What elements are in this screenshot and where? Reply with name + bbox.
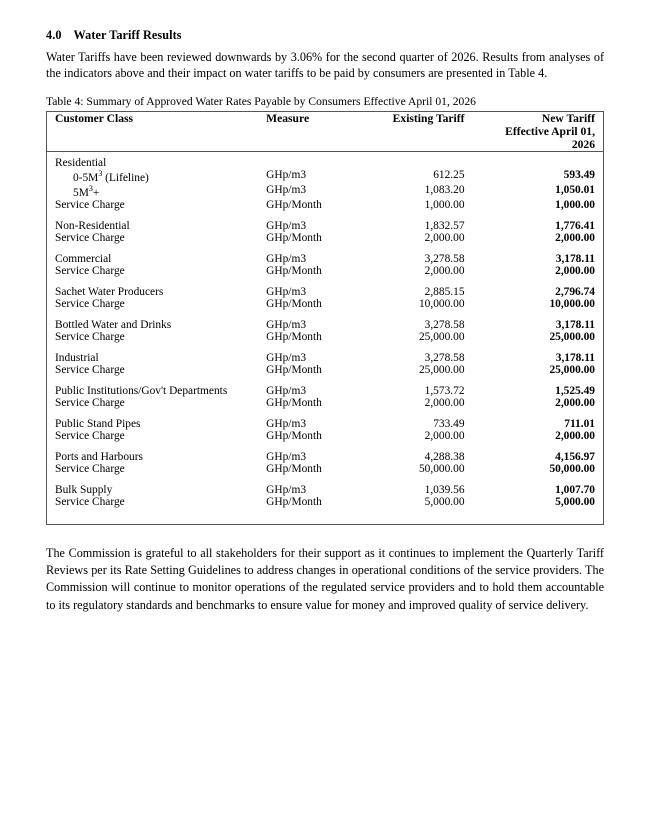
cell-customer-class: Service Charge (55, 495, 125, 508)
table-caption: Table 4: Summary of Approved Water Rates Payable by Consumers Effective April 01, 2026 (46, 95, 476, 109)
cell-existing-tariff: 2,000.00 (424, 396, 465, 409)
cell-measure: GHp/m3 (266, 219, 307, 232)
cell-customer-class: Residential (55, 157, 107, 170)
cell-new-tariff: 3,178.11 (555, 351, 595, 364)
subheader-blank-3 (370, 125, 487, 152)
header-existing-tariff: Existing Tariff (392, 112, 465, 126)
cell-measure: GHp/m3 (266, 285, 307, 298)
cell-customer-class: Service Charge (55, 462, 125, 475)
table-row (47, 496, 604, 508)
cell-existing-tariff: 2,000.00 (424, 264, 465, 277)
section-title-text: Water Tariff Results (73, 28, 182, 42)
cell-new-tariff: 2,796.74 (555, 285, 595, 298)
cell-new-tariff: 3,178.11 (555, 252, 595, 265)
cell-measure: GHp/m3 (266, 183, 307, 196)
spacer-cell (47, 343, 604, 352)
table-row (47, 184, 604, 199)
spacer-cell (47, 310, 604, 319)
cell-customer-class: Sachet Water Producers (55, 285, 164, 298)
table-row (47, 385, 604, 397)
spacer-cell (47, 508, 604, 525)
table-row (47, 220, 604, 232)
cell-existing-tariff: 50,000.00 (418, 462, 465, 475)
table-group-spacer (47, 475, 604, 484)
spacer-cell (47, 475, 604, 484)
table-row (47, 265, 604, 277)
spacer-cell (47, 211, 604, 220)
cell-new-tariff: 2,000.00 (555, 264, 595, 277)
table-row (47, 319, 604, 331)
cell-new-tariff: 593.49 (563, 169, 595, 182)
table-group-spacer (47, 409, 604, 418)
cell-measure: GHp/Month (266, 297, 322, 310)
cell-existing-tariff: 1,083.20 (424, 183, 465, 196)
cell-new-tariff: 10,000.00 (549, 297, 595, 310)
cell-new-tariff: 5,000.00 (555, 495, 595, 508)
cell-existing-tariff: 3,278.58 (424, 252, 465, 265)
cell-existing-tariff: 5,000.00 (424, 495, 465, 508)
cell-new-tariff: 1,000.00 (555, 198, 595, 211)
cell-measure: GHp/m3 (266, 450, 307, 463)
cell-existing-tariff (370, 157, 487, 169)
cell-measure: GHp/m3 (266, 318, 307, 331)
cell-customer-class: Bulk Supply (55, 483, 113, 496)
cell-measure: GHp/Month (266, 198, 322, 211)
cell-measure: GHp/Month (266, 495, 322, 508)
cell-existing-tariff: 2,000.00 (424, 231, 465, 244)
table-row (47, 364, 604, 376)
cell-new-tariff (487, 157, 604, 169)
cell-measure: GHp/m3 (266, 169, 307, 182)
cell-customer-class: Commercial (55, 252, 112, 265)
cell-customer-class: Service Charge (55, 330, 125, 343)
cell-new-tariff: 1,776.41 (555, 219, 595, 232)
cell-measure: GHp/Month (266, 264, 322, 277)
cell-existing-tariff: 10,000.00 (418, 297, 465, 310)
cell-customer-class: Service Charge (55, 429, 125, 442)
cell-customer-class: Service Charge (55, 264, 125, 277)
table-row (47, 451, 604, 463)
table-row (47, 331, 604, 343)
table-group-spacer (47, 343, 604, 352)
header-new-tariff: New Tariff (541, 112, 595, 126)
table-group-spacer (47, 376, 604, 385)
cell-customer-class: Industrial (55, 351, 99, 364)
table-group-spacer (47, 244, 604, 253)
spacer-cell (47, 442, 604, 451)
table-group-spacer (47, 442, 604, 451)
cell-customer-class: $0-5M^3$ (Lifeline) (73, 169, 149, 184)
cell-existing-tariff: 2,885.15 (424, 285, 465, 298)
cell-measure: GHp/m3 (266, 252, 307, 265)
cell-existing-tariff: 1,832.57 (424, 219, 465, 232)
table-row (47, 352, 604, 364)
table-row (47, 199, 604, 211)
table-group-spacer (47, 310, 604, 319)
table-row (47, 286, 604, 298)
table-row (47, 463, 604, 475)
cell-measure (258, 157, 369, 169)
cell-customer-class: $5M^3+$ (73, 183, 100, 199)
cell-measure: GHp/m3 (266, 384, 307, 397)
subheader-blank-2 (258, 125, 369, 152)
subheader-effective-date: Effective April 01, 2026 (487, 125, 604, 152)
cell-existing-tariff: 2,000.00 (424, 429, 465, 442)
table-header-row (47, 112, 604, 126)
cell-existing-tariff: 25,000.00 (418, 363, 465, 376)
cell-new-tariff: 2,000.00 (555, 429, 595, 442)
cell-new-tariff: 2,000.00 (555, 231, 595, 244)
cell-measure: GHp/Month (266, 330, 322, 343)
cell-customer-class: Ports and Harbours (55, 450, 143, 463)
cell-customer-class: Public Institutions/Gov't Departments (55, 384, 228, 397)
cell-new-tariff: 3,178.11 (555, 318, 595, 331)
cell-measure: GHp/Month (266, 396, 322, 409)
table-group-spacer (47, 277, 604, 286)
cell-customer-class: Service Charge (55, 396, 125, 409)
header-customer-class: Customer Class (55, 112, 134, 126)
closing-paragraph: The Commission is grateful to all stakeholders for their support as it continues to implement the Quarterly Tariff Reviews per its Rate Setting Guidelines to address changes in operational conditions of the service providers. The Commission will continue to monitor operations of the regulated service providers and to hold them accountable to its regulatory standards and benchmarks to ensure value for money and improved quality of service delivery. (46, 545, 604, 612)
cell-new-tariff: 25,000.00 (549, 330, 595, 343)
spacer-cell (47, 244, 604, 253)
table-group-spacer (47, 211, 604, 220)
table-row (47, 430, 604, 442)
cell-customer-class: Public Stand Pipes (55, 417, 141, 430)
table-row (47, 253, 604, 265)
cell-existing-tariff: 612.25 (433, 169, 465, 182)
cell-new-tariff: 50,000.00 (549, 462, 595, 475)
cell-measure: GHp/m3 (266, 351, 307, 364)
cell-existing-tariff: 1,573.72 (424, 384, 465, 397)
cell-existing-tariff: 1,000.00 (424, 198, 465, 211)
cell-measure: GHp/Month (266, 363, 322, 376)
cell-existing-tariff: 3,278.58 (424, 318, 465, 331)
cell-customer-class: Service Charge (55, 297, 125, 310)
table-row (47, 169, 604, 184)
cell-existing-tariff: 25,000.00 (418, 330, 465, 343)
cell-customer-class: Non-Residential (55, 219, 130, 232)
header-measure: Measure (266, 112, 310, 126)
table-row (47, 397, 604, 409)
cell-existing-tariff: 4,288.38 (424, 450, 465, 463)
cell-measure: GHp/Month (266, 231, 322, 244)
cell-new-tariff: 1,007.70 (555, 483, 595, 496)
section-paragraph: Water Tariffs have been reviewed downwards by 3.06% for the second quarter of 2026. Results from analyses of the indicators above and their impact on water tariffs to be paid by consumers are presented in Table 4. (46, 50, 604, 81)
water-tariff-table (46, 111, 604, 525)
spacer-cell (47, 376, 604, 385)
cell-measure: GHp/Month (266, 429, 322, 442)
cell-new-tariff: 1,525.49 (555, 384, 595, 397)
cell-new-tariff: 25,000.00 (549, 363, 595, 376)
subheader-blank-1 (47, 125, 259, 152)
cell-existing-tariff: 1,039.56 (424, 483, 465, 496)
table-row (47, 232, 604, 244)
spacer-cell (47, 409, 604, 418)
table-row (47, 418, 604, 430)
table-row (47, 157, 604, 169)
cell-customer-class: Service Charge (55, 363, 125, 376)
spacer-cell (47, 277, 604, 286)
table-bottom-spacer (47, 508, 604, 525)
cell-new-tariff: 1,050.01 (555, 183, 595, 196)
page-title (46, 28, 604, 43)
table-row (47, 484, 604, 496)
cell-customer-class: Service Charge (55, 231, 125, 244)
table-subheader-row (47, 125, 604, 152)
cell-measure: GHp/m3 (266, 417, 307, 430)
cell-new-tariff: 4,156.97 (555, 450, 595, 463)
cell-customer-class: Bottled Water and Drinks (55, 318, 172, 331)
cell-measure: GHp/m3 (266, 483, 307, 496)
cell-measure: GHp/Month (266, 462, 322, 475)
cell-existing-tariff: 733.49 (433, 417, 465, 430)
table-row (47, 298, 604, 310)
cell-new-tariff: 2,000.00 (555, 396, 595, 409)
cell-existing-tariff: 3,278.58 (424, 351, 465, 364)
cell-new-tariff: 711.01 (564, 417, 595, 430)
cell-customer-class: Service Charge (55, 198, 125, 211)
section-number: 4.0 (46, 28, 62, 42)
